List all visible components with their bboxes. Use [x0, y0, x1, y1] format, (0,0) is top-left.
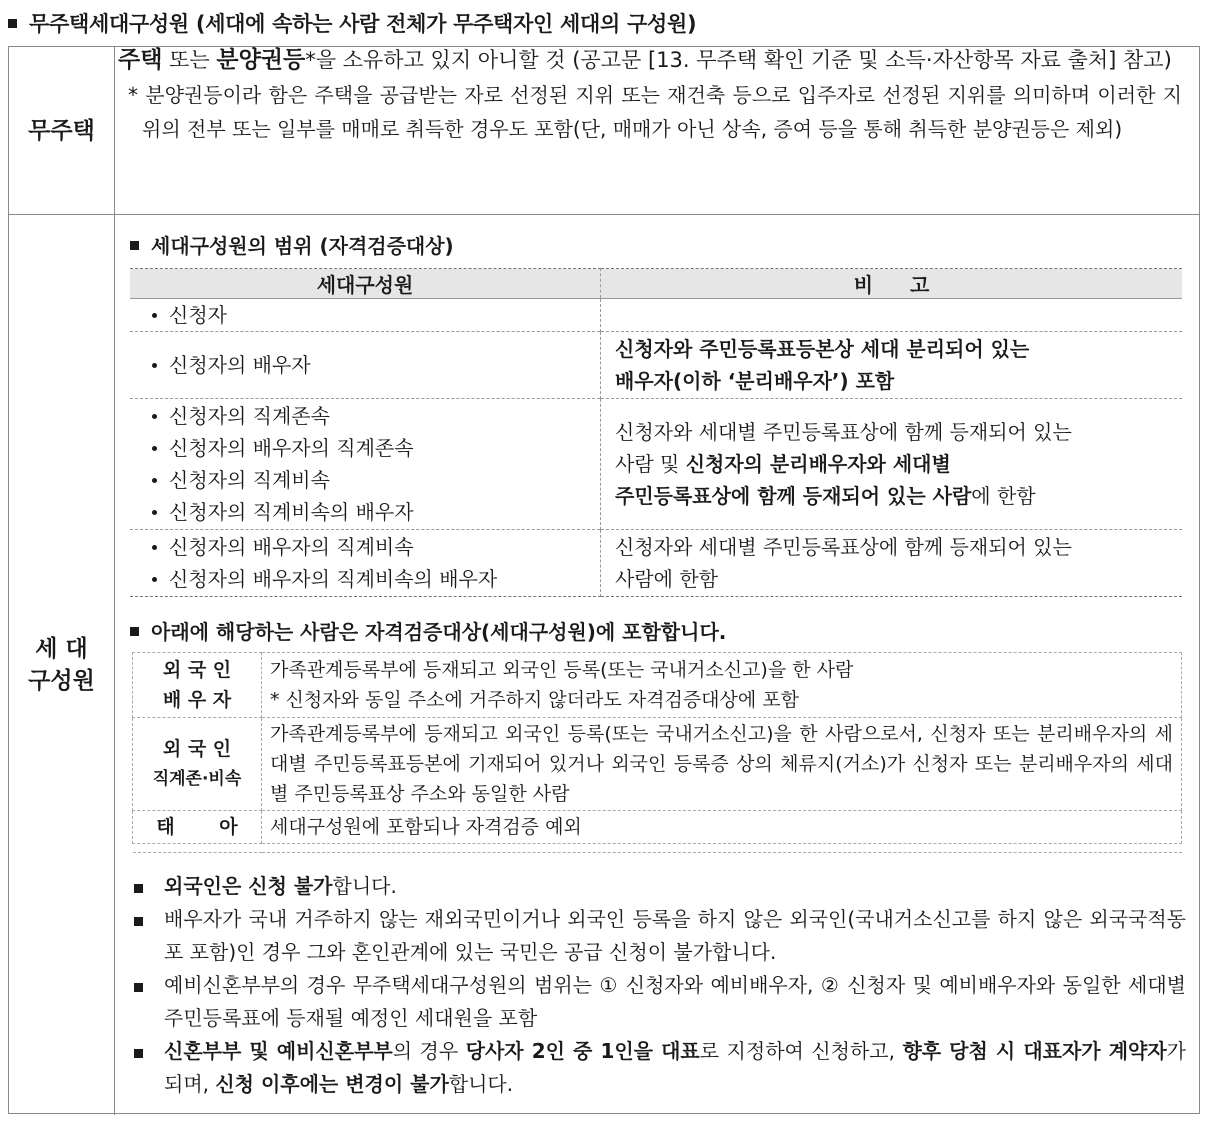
table-row: 신청자의 배우자 신청자와 주민등록표등본상 세대 분리되어 있는 배우자(이하 ‘분리배우자’) 포함 [130, 332, 1182, 399]
square-bullet-icon [134, 917, 143, 926]
square-bullet-icon [8, 19, 17, 28]
bullet-icon [152, 545, 157, 550]
no-house-definition: 주택 또는 분양권등*을 소유하고 있지 아니할 것 (공고문 [13. 무주택 확인 기준 및 소득·자산항목 자료 출처] 참고) * 분양권등이라 함은 주택을 공급받는 자로 선정된 지위 또는 재건축 등으로 입주자로 선정된 지위를 의미하며 이러한 지위의 전부 또는 일부를 매매로 취득한 경우도 포함(단, 매매가 아닌 상속, 증여 등을 통해 취득한 분양권등은 제외) [118, 44, 1182, 146]
footnote: * 분양권등이라 함은 주택을 공급받는 자로 선정된 지위 또는 재건축 등으로 입주자로 선정된 지위를 의미하며 이러한 지위의 전부 또는 일부를 매매로 취득한 경우도 포함(단, 매매가 아닌 상속, 증여 등을 통해 취득한 분양권등은 제외) [128, 83, 1182, 141]
square-bullet-icon [134, 884, 143, 893]
list-item: 배우자가 국내 거주하지 않는 재외국민이거나 외국인 등록을 하지 않은 외국인(국내거소신고를 하지 않은 외국국적동포 포함)인 경우 그와 혼인관계에 있는 국민은 공급 신청이 불가합니다. [134, 903, 1186, 969]
col-header-note: 비 고 [601, 269, 1183, 299]
table-row: 외 국 인 직계존·비속 가족관계등록부에 등재되고 외국인 등록(또는 국내거소신고)을 한 사람으로서, 신청자 또는 분리배우자의 세대별 주민등록표등본에 기재되어 있거나 외국인 등록증 상의 체류지(거소)가 신청자 또는 분리배우자의 세대별 주민등록표상 주소와 동일한 사람 [133, 718, 1182, 811]
bullet-icon [152, 313, 157, 318]
col-header-member: 세대구성원 [130, 269, 601, 299]
list-item: 외국인은 신청 불가합니다. [134, 870, 1186, 903]
square-bullet-icon [130, 627, 139, 636]
notes-list [134, 870, 1186, 1101]
bullet-icon [152, 510, 157, 515]
label-household-member: 세 대 구성원 [9, 215, 115, 1115]
bullet-icon [152, 414, 157, 419]
scope-heading: 세대구성원의 범위 (자격검증대상) [130, 230, 454, 259]
table-row: 태 아 세대구성원에 포함되나 자격검증 예외 [133, 811, 1182, 844]
divider [9, 214, 1199, 215]
bullet-icon [152, 446, 157, 451]
page-title: 무주택세대구성원 (세대에 속하는 사람 전체가 무주택자인 세대의 구성원) [8, 8, 696, 38]
table-row: 신청자의 직계존속 신청자의 배우자의 직계존속 신청자의 직계비속 신청자의 직계비속의 배우자 신청자와 세대별 주민등록표상에 함께 등재되어 있는 사람 및 신청자의 분리배우자와 세대별 주민등록표상에 함께 등재되어 있는 사람에 한함 [130, 399, 1182, 530]
square-bullet-icon [134, 983, 143, 992]
include-heading: 아래에 해당하는 사람은 자격검증대상(세대구성원)에 포함합니다. [130, 616, 726, 645]
table-row: 신청자 [130, 299, 1182, 332]
table-row: 신청자의 배우자의 직계비속 신청자의 배우자의 직계비속의 배우자 신청자와 세대별 주민등록표상에 함께 등재되어 있는 사람에 한함 [130, 530, 1182, 597]
square-bullet-icon [134, 1049, 143, 1058]
include-table [132, 652, 1182, 853]
bullet-icon [152, 363, 157, 368]
square-bullet-icon [130, 241, 139, 250]
label-no-house: 무주택 [9, 47, 115, 214]
scope-table [130, 268, 1182, 597]
list-item: 신혼부부 및 예비신혼부부의 경우 당사자 2인 중 1인을 대표로 지정하여 신청하고, 향후 당첨 시 대표자가 계약자가 되며, 신청 이후에는 변경이 불가합니다. [134, 1035, 1186, 1101]
bullet-icon [152, 577, 157, 582]
bullet-icon [152, 478, 157, 483]
table-row: 외 국 인 배 우 자 가족관계등록부에 등재되고 외국인 등록(또는 국내거소신고)을 한 사람 * 신청자와 동일 주소에 거주하지 않더라도 자격검증대상에 포함 [133, 653, 1182, 718]
list-item: 예비신혼부부의 경우 무주택세대구성원의 범위는 ① 신청자와 예비배우자, ② 신청자 및 예비배우자와 동일한 세대별 주민등록표에 등재될 예정인 세대원을 포함 [134, 969, 1186, 1035]
